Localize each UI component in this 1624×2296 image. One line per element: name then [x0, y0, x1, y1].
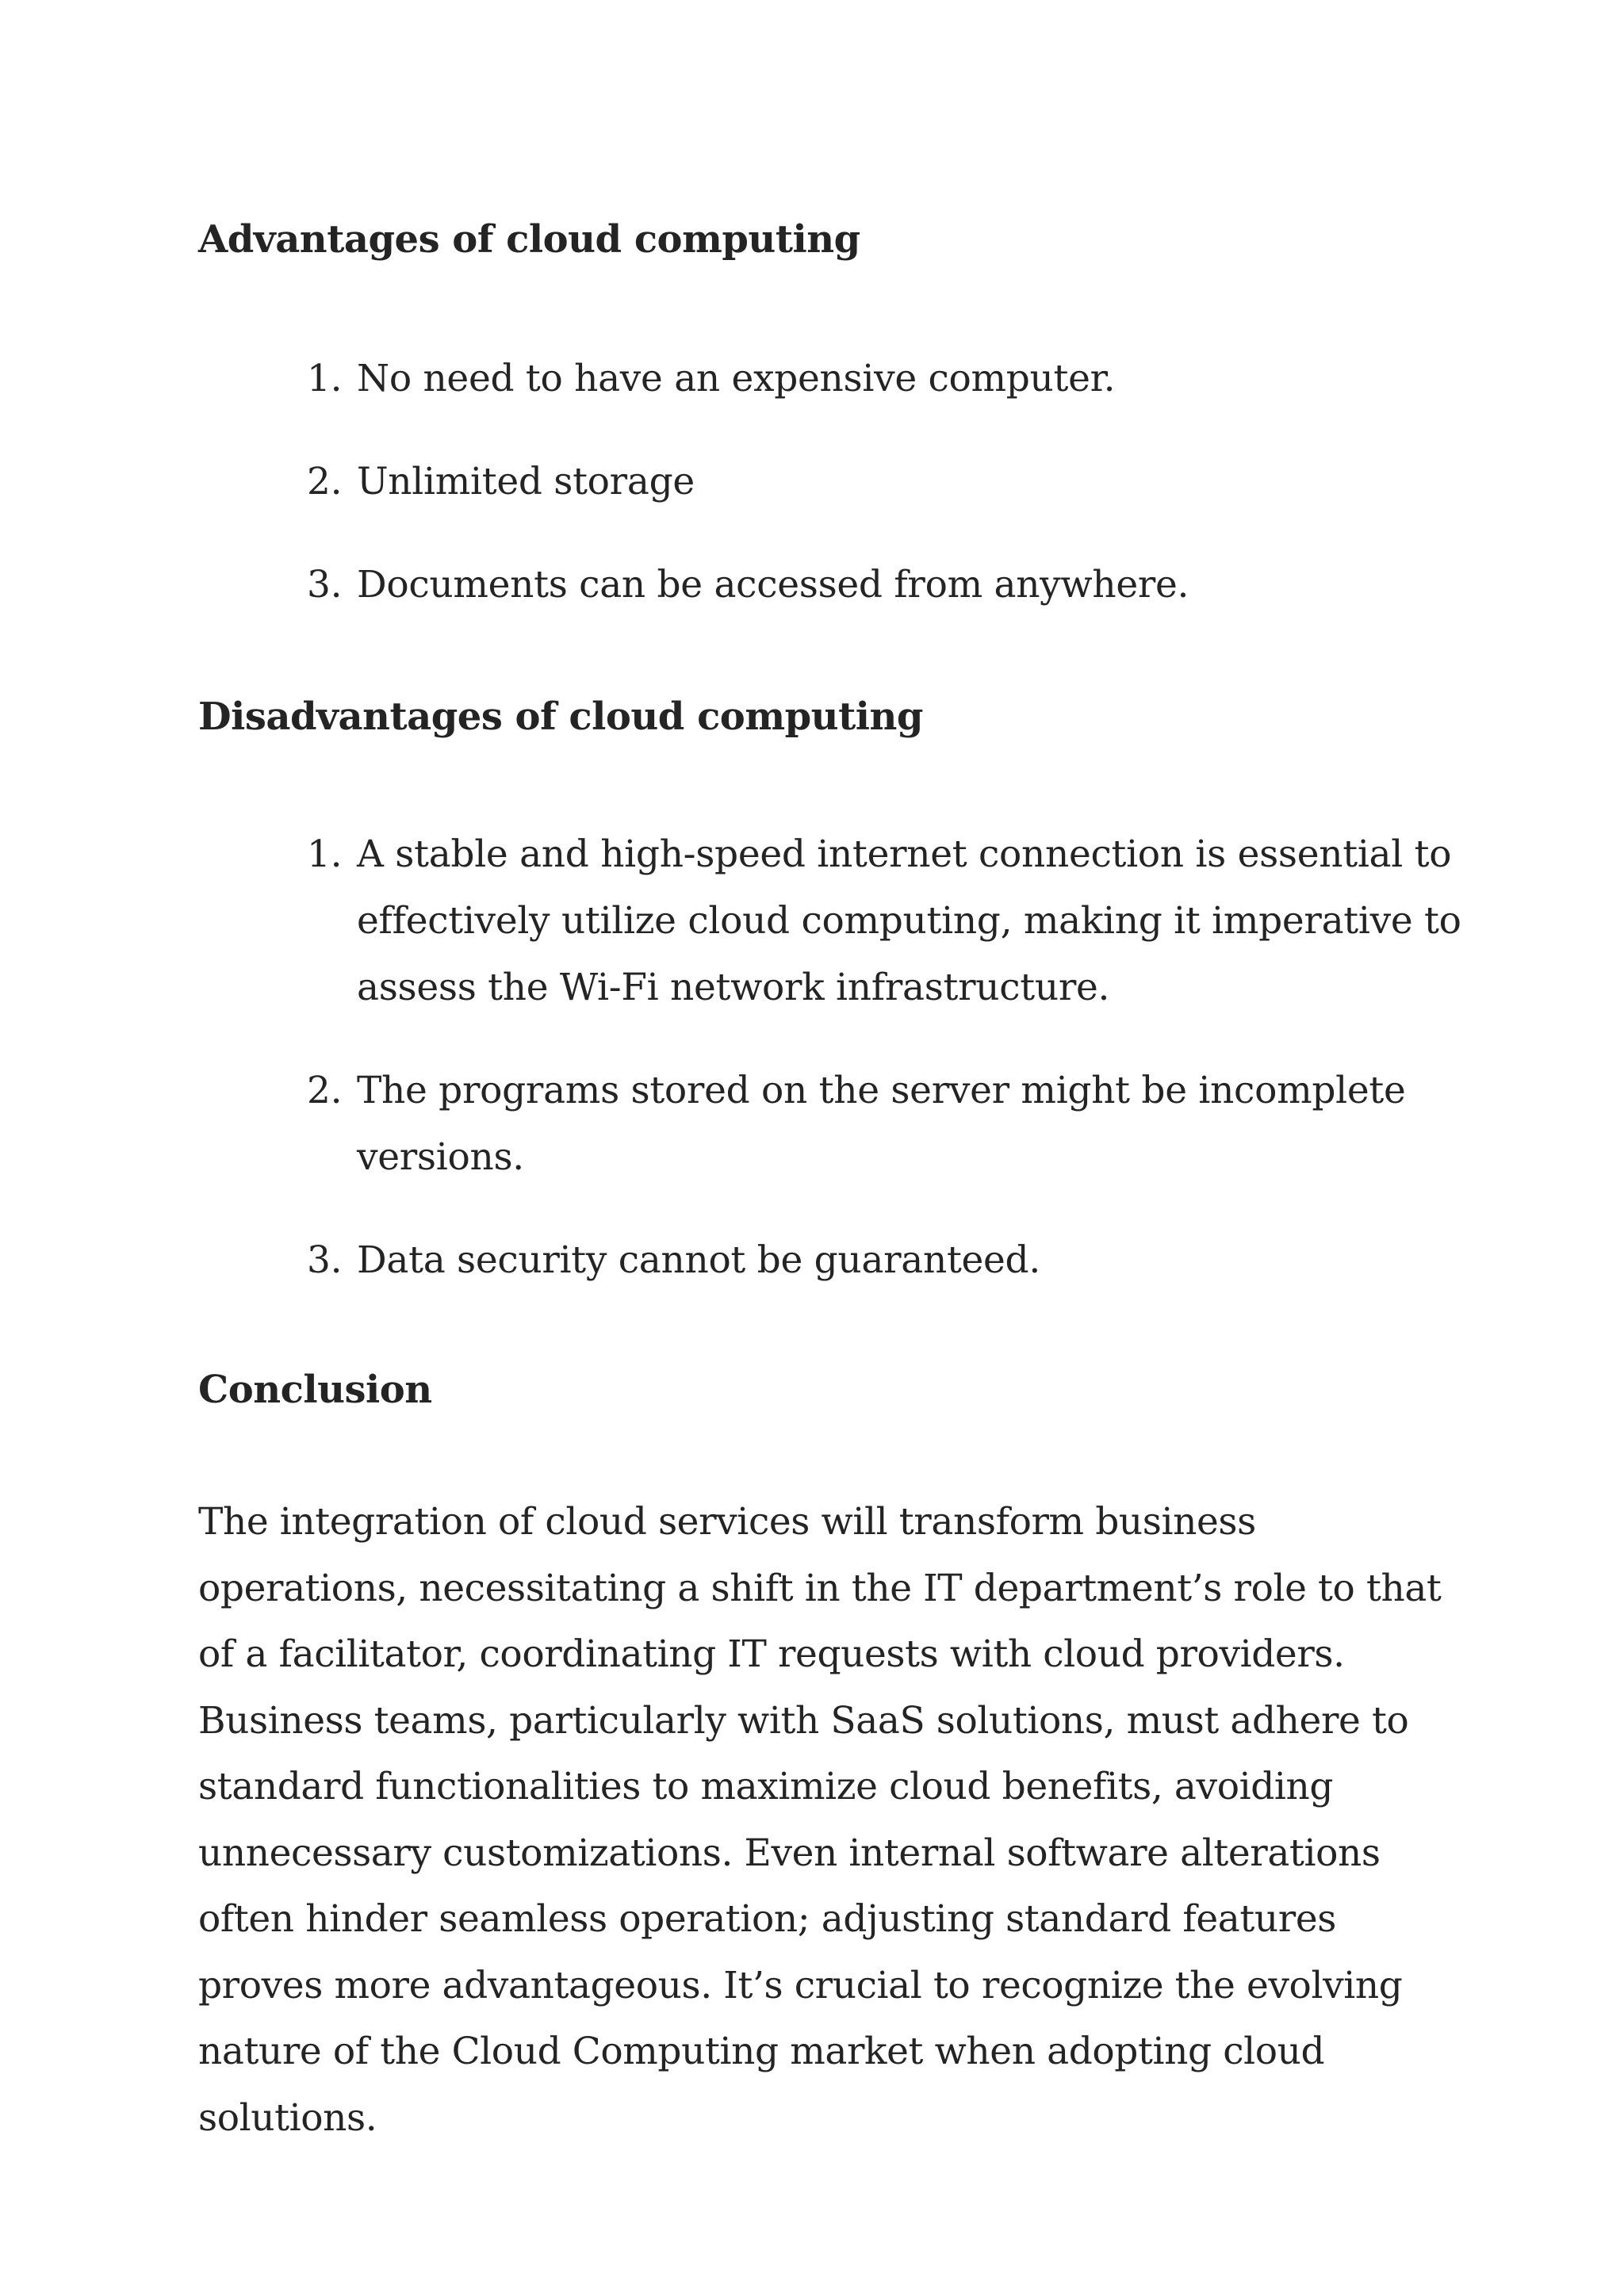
advantages-heading: Advantages of cloud computing [198, 217, 860, 262]
list-number: 1. [307, 357, 343, 400]
advantages-list [198, 346, 1475, 655]
list-item [198, 552, 1475, 618]
list-item [198, 1227, 1475, 1294]
list-item-text: Unlimited storage [357, 460, 695, 503]
list-item [198, 821, 1475, 1021]
list-item-text: The programs stored on the server might be incomplete versions. [357, 1069, 1406, 1179]
list-item-text: A stable and high-speed internet connection is essential to effectively utilize cloud computing, making it imperative to assess the Wi-Fi network infrastructure. [357, 832, 1461, 1009]
list-number: 1. [307, 832, 343, 876]
list-number: 2. [307, 460, 343, 503]
list-number: 2. [307, 1069, 343, 1112]
list-number: 3. [307, 563, 343, 607]
list-item [198, 1058, 1475, 1191]
list-item [198, 346, 1475, 412]
list-item-text: No need to have an expensive computer. [357, 357, 1116, 400]
list-number: 3. [307, 1238, 343, 1282]
list-item-text: Data security cannot be guaranteed. [357, 1238, 1040, 1282]
list-item-text: Documents can be accessed from anywhere. [357, 563, 1189, 607]
conclusion-heading: Conclusion [198, 1368, 432, 1412]
disadvantages-list [198, 821, 1475, 1330]
disadvantages-heading: Disadvantages of cloud computing [198, 695, 923, 739]
conclusion-paragraph: The integration of cloud services will transform business operations, necessitating a shift in the IT department’s role to that of a facilitator, coordinating IT requests with cloud providers. Business teams, particularly with SaaS solutions, must adhere to standard functionalities to maximize cloud benefits, avoiding unnecessary customizations. Even internal software alterations often hinder seamless operation; adjusting standard features proves more advantageous. It’s crucial to recognize the evolving nature of the Cloud Computing market when adopting cloud solutions. [198, 1500, 1442, 2140]
list-item [198, 449, 1475, 515]
